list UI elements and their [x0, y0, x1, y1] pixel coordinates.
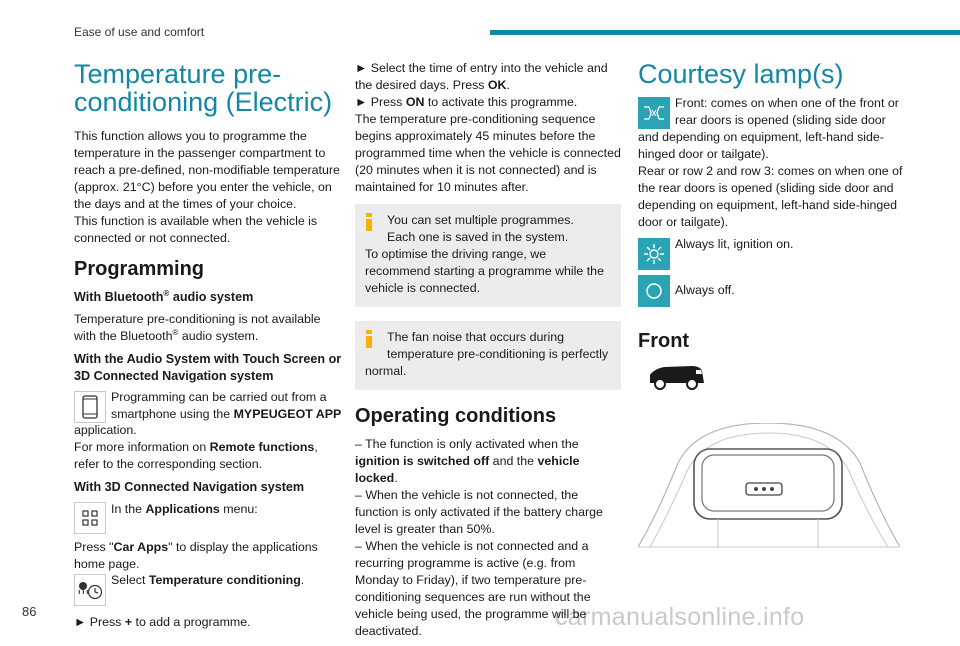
heading-3d-navigation: With 3D Connected Navigation system: [74, 480, 305, 494]
condition-battery: – When the vehicle is not connected, the function is only activated if the battery charge level is greater than 50%.: [355, 488, 603, 536]
programming-steps: ► Select the time of entry into the vehicle and the desired days. Press OK. ► Press ON to activate this programme.: [355, 61, 608, 109]
temperature-conditioning-row: [74, 573, 342, 606]
heading-front: Front: [638, 330, 690, 352]
heading-bluetooth: With Bluetooth® audio system: [74, 288, 254, 304]
courtesy-front-lead: Front: comes on when one of the front or rear doors is opened (sliding side door: [675, 96, 899, 127]
info-icon: [366, 213, 372, 231]
section-title-preconditioning: Temperature pre- conditioning (Electric): [74, 59, 333, 117]
temperature-conditioning-icon: [74, 574, 106, 606]
courtesy-front-row: [638, 96, 904, 129]
temperature-conditioning-text: Select Temperature conditioning.: [111, 573, 305, 587]
courtesy-lamp-illustration: [638, 423, 900, 583]
lamp-off-icon: [638, 275, 670, 307]
always-lit-text: Always lit, ignition on.: [675, 237, 794, 251]
bluetooth-paragraph: Temperature pre-conditioning is not available with the Bluetooth® audio system.: [74, 312, 321, 343]
car-apps-text: Press "Car Apps" to display the applications home page.: [74, 540, 318, 571]
heading-programming: Programming: [74, 258, 205, 280]
courtesy-lamp-door-icon: [638, 97, 670, 129]
smartphone-row: [74, 390, 342, 423]
info-icon: [366, 330, 372, 348]
smartphone-icon: [74, 391, 106, 423]
header-accent-bar: [490, 30, 960, 35]
heading-operating-conditions: Operating conditions: [355, 405, 557, 427]
column-middle: [355, 60, 621, 646]
always-lit-row: [638, 237, 904, 270]
courtesy-text: and depending on equipment, left-hand side-hinged door or tailgate). Rear or row 2 and row 3: comes on when one of the rear doors is opened (sliding side door and depending on equipment, left-hand side-hinged door or tailgate).: [638, 130, 903, 229]
watermark: carmanualsonline.info: [555, 603, 805, 631]
sequence-paragraph: The temperature pre-conditioning sequence begins approximately 45 minutes before the programmed time when the vehicle is connected (20 minutes when it is not connected) and is maintained for 10 minutes after.: [355, 112, 621, 194]
smartphone-text-lead: Programming can be carried out from a smartphone using the MYPEUGEOT APP: [111, 390, 342, 421]
applications-text: In the Applications menu:: [111, 502, 258, 516]
heading-touch-screen: With the Audio System with Touch Screen or 3D Connected Navigation system: [74, 352, 342, 383]
column-left: [74, 60, 342, 637]
header-section-title: Ease of use and comfort: [74, 25, 205, 39]
condition-recurring: – When the vehicle is not connected and a recurring programme is active (e.g. from Monday to Friday), if two temperature pre-conditioning sequences are run without the vehicle being used, the programme will be deactivated.: [355, 539, 591, 638]
always-off-row: [638, 274, 904, 307]
page-number: 86: [22, 604, 37, 619]
smartphone-text-tail: application. For more information on Remote functions, refer to the corresponding section.: [74, 423, 318, 471]
intro-paragraph: This function allows you to programme the temperature in the passenger compartment to reach a pre-defined, non-modifiable temperature (approx. 21°C) before you enter the vehicle, on the days and at the times of your choice. This function is available when the vehicle is connected or not connected.: [74, 129, 340, 245]
add-programme-step: ► Press + to add a programme.: [74, 615, 251, 629]
lamp-on-icon: [638, 238, 670, 270]
always-off-text: Always off.: [675, 283, 735, 297]
section-title-courtesy-lamps: Courtesy lamp(s): [638, 59, 844, 89]
applications-grid-icon: [74, 502, 106, 534]
condition-ignition: – The function is only activated when the ignition is switched off and the vehicle locked.: [355, 437, 580, 485]
column-right: [638, 60, 904, 583]
note-fan-noise: The fan noise that occurs during temperature pre-conditioning is perfectly normal.: [355, 321, 621, 390]
applications-row: [74, 501, 342, 534]
note-multiple-programmes: You can set multiple programmes. Each one is saved in the system. To optimise the driving range, we recommend starting a programme while the vehicle is connected.: [355, 204, 621, 307]
van-icon: [644, 361, 708, 391]
